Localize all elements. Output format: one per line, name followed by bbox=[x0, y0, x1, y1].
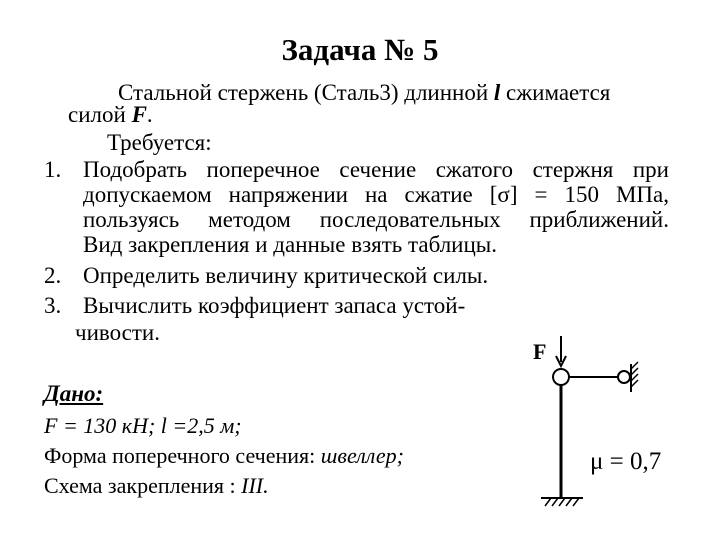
diagram-force-label: F bbox=[533, 339, 547, 364]
fixed-base-support bbox=[541, 498, 583, 506]
side-support bbox=[631, 362, 638, 392]
mu-label: μ = 0,7 bbox=[590, 448, 662, 475]
task-1-line-2: допускаемом напряжении на сжатие [σ] = 150 МПа, bbox=[83, 182, 669, 207]
task-1-line-1: Подобрать поперечное сечение сжатого стержня при bbox=[83, 157, 669, 182]
side-hinge bbox=[618, 371, 630, 383]
required-label: Требуется: bbox=[107, 130, 212, 155]
task-3-line-2: чивости. bbox=[75, 320, 160, 345]
task-1-line-3: пользуясь методом последовательных приближений. bbox=[83, 207, 669, 232]
task-1-number: 1. bbox=[44, 157, 62, 182]
scheme-label: Схема закрепления : bbox=[44, 473, 236, 498]
section-label: Форма поперечного сечения: bbox=[44, 443, 316, 468]
intro-text-b: сжимается bbox=[506, 80, 611, 105]
task-3-number: 3. bbox=[44, 293, 62, 318]
force-symbol: F bbox=[131, 102, 147, 127]
task-3-line-1: Вычислить коэффициент запаса устой- bbox=[83, 293, 466, 318]
scheme-value: III. bbox=[241, 473, 269, 498]
task-1-line-4: Вид закрепления и данные взять таблицы. bbox=[83, 232, 497, 257]
force-arrow bbox=[556, 336, 566, 366]
intro-text-a: Стальной стержень (Сталь3) длинной bbox=[118, 80, 489, 105]
top-hinge bbox=[553, 369, 569, 385]
given-line-1: F = 130 кН; l =2,5 м; bbox=[44, 413, 242, 438]
intro-text-d: . bbox=[146, 102, 153, 127]
intro-text-c: силой bbox=[68, 102, 126, 127]
section-value: швеллер; bbox=[320, 443, 404, 468]
task-2-line-1: Определить величину критической силы. bbox=[83, 263, 489, 288]
given-label: Дано: bbox=[44, 381, 104, 406]
length-symbol: l bbox=[493, 80, 501, 105]
page-title: Задача № 5 bbox=[281, 32, 439, 67]
task-2-number: 2. bbox=[44, 263, 62, 288]
